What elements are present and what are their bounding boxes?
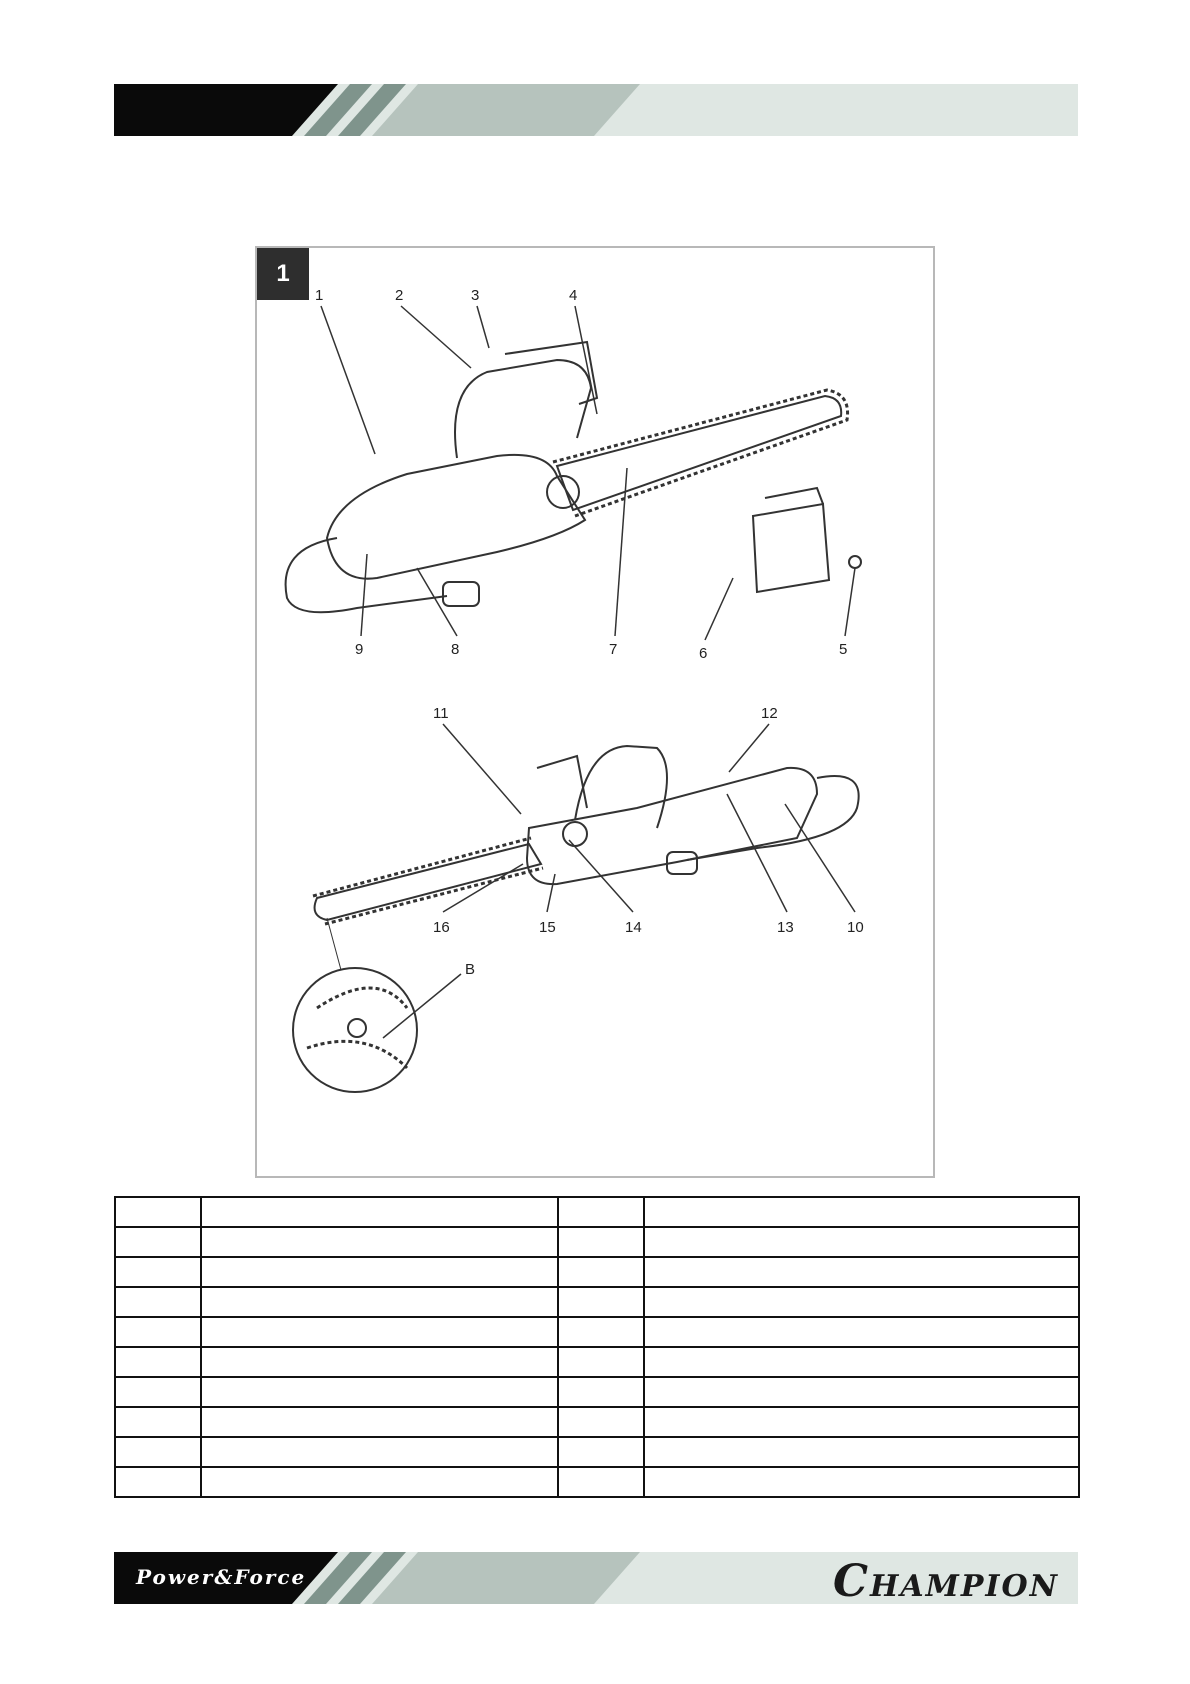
hand-guard-upper	[505, 342, 597, 404]
table-row	[115, 1197, 1079, 1227]
table-row	[115, 1287, 1079, 1317]
table-cell	[558, 1347, 644, 1377]
table-cell	[201, 1467, 558, 1497]
table-cell	[558, 1197, 644, 1227]
table-cell	[644, 1227, 1079, 1257]
parts-table	[114, 1196, 1080, 1498]
brand-rest: HAMPION	[870, 1569, 1060, 1604]
motor-housing-upper	[327, 455, 585, 579]
callout-14: 14	[625, 919, 642, 936]
table-cell	[115, 1407, 201, 1437]
table-cell	[558, 1257, 644, 1287]
oil-cap	[563, 822, 587, 846]
table-cell	[115, 1257, 201, 1287]
table-cell	[558, 1467, 644, 1497]
callout-13: 13	[777, 919, 794, 936]
nut	[849, 556, 861, 568]
table-cell	[644, 1377, 1079, 1407]
callout-7: 7	[609, 641, 618, 658]
saw-chain-upper	[553, 390, 848, 516]
table-cell	[115, 1197, 201, 1227]
callout-3: 3	[471, 287, 480, 304]
table-cell	[558, 1407, 644, 1437]
table-cell	[558, 1377, 644, 1407]
table-row	[115, 1317, 1079, 1347]
callout-1: 1	[315, 287, 324, 304]
table-cell	[201, 1377, 558, 1407]
table-cell	[201, 1197, 558, 1227]
callout-B: B	[465, 961, 476, 978]
saw-chain-lower	[313, 838, 543, 924]
table-cell	[558, 1317, 644, 1347]
table-cell	[644, 1197, 1079, 1227]
table-cell	[201, 1347, 558, 1377]
table-cell	[644, 1467, 1079, 1497]
table-row	[115, 1257, 1079, 1287]
chain-detail-circle	[293, 968, 417, 1092]
table-cell	[558, 1227, 644, 1257]
table-cell	[201, 1437, 558, 1467]
table-row	[115, 1347, 1079, 1377]
brand-logo	[833, 1556, 1059, 1607]
table-cell	[644, 1347, 1079, 1377]
callout-11: 11	[433, 705, 449, 722]
table-cell	[201, 1287, 558, 1317]
figure-frame	[255, 246, 935, 1178]
table-cell	[644, 1437, 1079, 1467]
table-cell	[115, 1467, 201, 1497]
callout-15: 15	[539, 919, 556, 936]
table-cell	[644, 1317, 1079, 1347]
table-cell	[115, 1287, 201, 1317]
table-cell	[558, 1437, 644, 1467]
figure-number: 1	[257, 248, 309, 300]
brand-initial: C	[833, 1556, 871, 1607]
callout-5: 5	[839, 641, 848, 658]
callout-16: 16	[433, 919, 450, 936]
footer-slogan: Power&Force	[136, 1565, 307, 1589]
callout-10: 10	[847, 919, 864, 936]
callout-4: 4	[569, 287, 578, 304]
table-row	[115, 1227, 1079, 1257]
header-band	[0, 84, 1190, 136]
motor-housing-lower	[527, 768, 817, 884]
table-cell	[644, 1257, 1079, 1287]
guide-bar-upper	[557, 396, 841, 510]
table-cell	[558, 1287, 644, 1317]
plug-upper	[443, 582, 479, 606]
table-cell	[115, 1347, 201, 1377]
table-cell	[201, 1317, 558, 1347]
table-cell	[115, 1317, 201, 1347]
table-row	[115, 1437, 1079, 1467]
chainsaw-illustration	[257, 248, 933, 1176]
front-handle-upper	[455, 360, 591, 458]
table-cell	[201, 1407, 558, 1437]
callout-2: 2	[395, 287, 404, 304]
power-cord-upper	[286, 538, 447, 612]
table-cell	[201, 1257, 558, 1287]
callout-12: 12	[761, 705, 778, 722]
guide-bar-lower	[315, 844, 541, 920]
sprocket-cover-top	[765, 488, 823, 504]
table-cell	[115, 1227, 201, 1257]
table-row	[115, 1377, 1079, 1407]
callout-9: 9	[355, 641, 364, 658]
table-cell	[115, 1377, 201, 1407]
front-handle-lower	[575, 746, 667, 828]
table-row	[115, 1467, 1079, 1497]
callout-8: 8	[451, 641, 460, 658]
header-band-graphic	[0, 84, 1190, 136]
callout-6: 6	[699, 645, 708, 662]
parts-table-body	[115, 1197, 1079, 1497]
table-cell	[644, 1407, 1079, 1437]
table-cell	[644, 1287, 1079, 1317]
table-cell	[201, 1227, 558, 1257]
sprocket-cover	[753, 504, 829, 592]
table-row	[115, 1407, 1079, 1437]
table-cell	[115, 1437, 201, 1467]
